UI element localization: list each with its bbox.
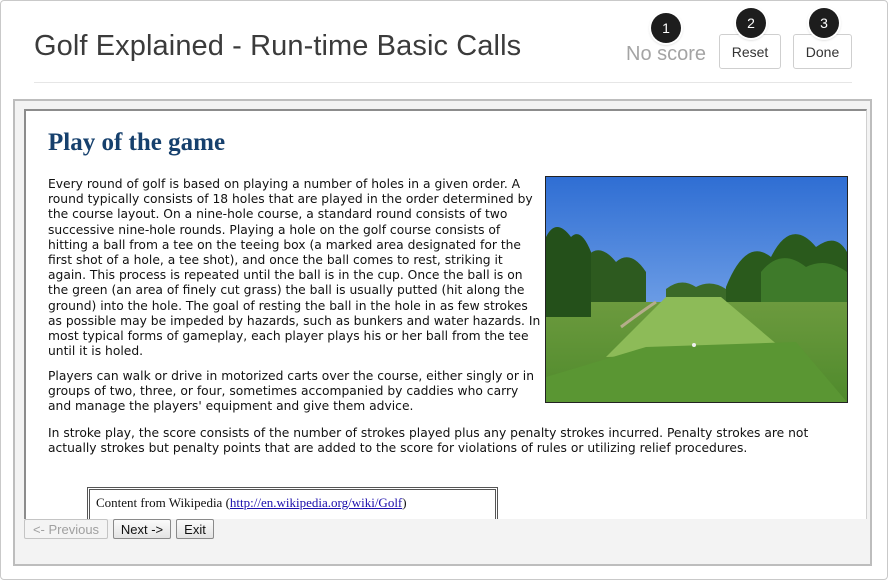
content-heading: Play of the game xyxy=(48,129,226,156)
next-button[interactable]: Next -> xyxy=(113,519,171,539)
header-divider xyxy=(34,82,852,83)
paragraph-round-of-golf: Every round of golf is based on playing a number of holes in a given order. A round typically consists of 18 holes that are played in the order determined by the course layout. On a nine-hole course, a standard round consists of two successive nine-hole rounds. Playing a hole on the golf course consists of hitting a ball from a tee on the teeing box (a marked area designated for the first shot of a hole, a tee shot), and once the ball comes to rest, striking it again. This process is repeated until the ball is in the cup. Once the ball is on the green (an area of finely cut grass) the ball is usually putted (hit along the ground) into the hole. The goal of resting the ball in the hole in as few strokes as possible may be impeded by hazards, such as bunkers and water hazards. In most typical forms of gameplay, each player plays his or her ball from the tee until it is holed. xyxy=(48,177,541,359)
done-button[interactable]: Done xyxy=(793,34,852,69)
attribution-box xyxy=(87,487,498,519)
callout-badge-2: 2 xyxy=(736,8,766,38)
golf-course-image xyxy=(545,176,848,403)
attribution-prefix: Content from Wikipedia ( xyxy=(96,495,230,510)
wikipedia-link[interactable]: http://en.wikipedia.org/wiki/Golf xyxy=(229,495,403,510)
attribution-suffix: ) xyxy=(402,495,407,510)
content-iframe xyxy=(24,109,867,519)
paragraph-players-carts: Players can walk or drive in motorized carts over the course, either singly or in groups of two, three, or four, sometimes accompanied by caddies who carry and manage the players' equipment and give them advice. xyxy=(48,369,534,414)
reset-button[interactable]: Reset xyxy=(719,34,781,69)
exit-button[interactable]: Exit xyxy=(176,519,214,539)
callout-badge-3: 3 xyxy=(809,8,839,38)
callout-badge-1: 1 xyxy=(651,13,681,43)
previous-button[interactable]: <- Previous xyxy=(24,519,108,539)
score-status: No score xyxy=(626,43,707,65)
paragraph-stroke-play: In stroke play, the score consists of the number of strokes played plus any penalty strokes incurred. Penalty strokes are not actually strokes but penalty points that are added to the score for violations of rules or utilizing relief procedures. xyxy=(48,426,809,456)
course-title: Golf Explained - Run-time Basic Calls xyxy=(34,30,522,62)
